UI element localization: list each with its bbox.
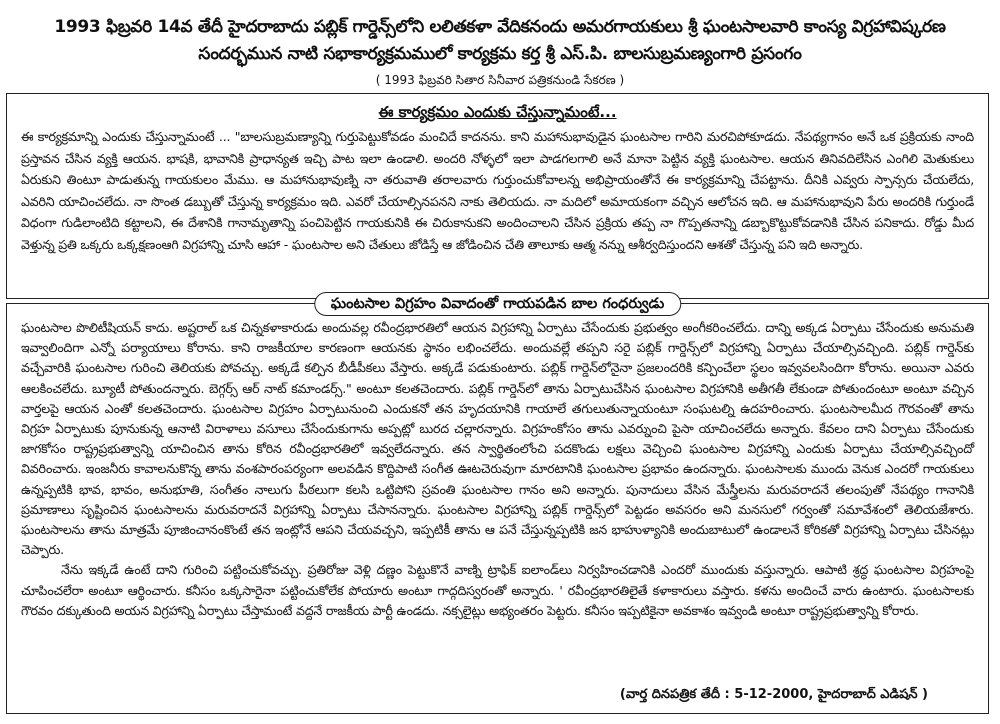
speech-heading: ఈ కార్యక్రమం ఎందుకు చేస్తున్నామంటే...: [378, 103, 617, 121]
header-source: ( 1993 ఫిబ్రవరి సితార సినీవార పత్రికనుండి సేకరణ ): [0, 70, 1000, 90]
speech-paragraph: ఈ కార్యక్రమాన్ని ఎందుకు చేస్తున్నామంటే ... "బాలసుబ్రమణ్యాన్ని గుర్తుపెట్టుకోవడం మంచిదే కాదనను. కాని మహానుభావుడైన ఘంటసాల గారిని మరచిపోకూడదు. నేపథ్యగానం అనే ఒక ప్రక్రియకు నాంది ప్రస్తావన చేసిన వ్యక్తి ఆయన. భాషకి, భావానికి ప్రాధాన్యత ఇచ్చి పాట ఇలా ఉండాలి. అందరి నోళ్ళలో ఇలా పాడగలగాలి అనే మానా పెట్టిన వ్యక్తి ఘంటసాల. ఆయన తినివదిలేసిన ఎంగిలి మెతుకులు ఏరుకుని తింటూ పాడుతున్న గాయకులం మేము. ఆ మహానుభావుణ్ని నా తరువాతి తరాలవారు గుర్తుంచుకోవాలన్న అభిప్రాయంతోనే ఈ కార్యక్రమాన్ని చేపట్టాను. దీనికి ఎవ్వరు స్పాన్సరు చేయలేదు, ఎవరిని యాచించలేదు. నా సొంత డబ్బుతో చేస్తున్న కార్యక్రమం ఇది. ఎవరో చేయాల్సినపనని నాకు తెలియదు. నా మదిలో అమాయకంగా వచ్చిన ఆలోచన ఇది. ఆ మహానుభావుని పేరు అందరికి గుర్తుండే విధంగా గుడిలాంటిది కట్టాలని, ఈ దేశానికి గానామృతాన్ని పంచిపెట్టిన గాయకునికి ఈ చిరుకానుకని అందించాలని చేసిన ప్రక్రియ తప్ప నా గొప్పతనాన్ని డబ్బాకొట్టుకోవడానికి చేసిన పనికాదు. రోడ్డు మీద వెళ్తున్న ప్రతి ఒక్కరు ఒక్కక్షణంఆగి విగ్రహాన్ని చూసి ఆహా - ఘంటసాల అని చేతులు జోడిస్తే ఆ జోడించిన చేతి తాలూకు ఆత్మ నన్ను ఆశీర్వదిస్తుందని ఆశతో చేస్తున్న పని ఇది అన్నారు.: [21, 129, 974, 252]
header-title-line2: సందర్భమున నాటి సభాకార్యక్రమములో కార్యక్రమ కర్త శ్రీ ఎస్.పి. బాలసుబ్రమణ్యంగారి ప్రసంగం: [198, 44, 802, 64]
article-header: [0, 14, 1000, 90]
news-source: ( వార్త దినపత్రిక తేదీ : 5-12-2000, హైదరాబాద్ ఎడిషన్ ): [620, 687, 928, 705]
speech-box: [6, 93, 989, 299]
news-paragraph-1: ఘంటసాల పొలిటీషియన్ కాదు. అష్టరాల్ ఒక చిన్నకళాకారుడు అందువల్ల రవీంద్రభారతిలో ఆయన విగ్రహాన్ని ఏర్పాటు చేసేందుకు ప్రభుత్వం అంగీకరించలేదు. దాన్ని అక్కడ ఏర్పాటు చేసేందుకు అనుమతి ఇవ్వాలిందిగా ఎన్నో పర్యాయాలు కోరాను. కాని రాజకీయాల కారణంగా ఆయనకు స్థానం లభించలేదు. అందువల్లే తప్పని సరై పబ్లిక్ గార్డెన్స్‌లో విగ్రహాన్ని ఏర్పాటు చేయాల్సివచ్చింది. పబ్లిక్ గార్డెన్‌కు వచ్చేవారికి ఘంటసాల గురించి తెలియకు పోవచ్చు. అక్కడే కల్పిన బీడీపీకలు వేస్తారు. అక్కడే పడుకుంటారు. పబ్లిక్ గార్డెన్‌లోనైనా ప్రజలందరికి కన్పించేలా స్థలం ఇవ్వవలసిందిగా కోరాను. అయినా ఎవరు ఆలకించలేదు. బ్యూటీ పోతుందన్నారు. బెగ్గర్స్ ఆర్ నాట్ కమాండర్స్." అంటూ కలతచెందారు. పబ్లిక్ గార్డెన్‌లో తాను ఏర్పాటుచేసిన ఘంటసాల విగ్రహానికి అతీగతీ లేకుండా పోతుందంటూ అంటూ వచ్చిన వార్తలపై ఆయన ఎంతో కలతచెందారు. ఘంటసాల విగ్రహం ఏర్పాటునుంచి ఎందుకనో తన హృదయానికి గాయాలే తగులుతున్నాయంటూ సంఘటల్ని ఉదహరించారు. ఘంటసాలమీద గౌరవంతో తాను విగ్రహ ఏర్పాటుకు పూనుకున్న ఆనాటి విరాళాలు వసూలు చేసేందుకుగాను అప్పట్లో బురద చల్లారన్నారు. విగ్రహంకోసం తాను ఎవర్నుంచి పైసా యాచించలేదు అన్నారు. కేవలం దాని ఏర్పాటు చేసేందుకు జాగకోసం రాష్ట్రప్రభుత్వాన్ని యాచించిన తాను కోరిన రవీంద్రభారతిలో ఇవ్వలేదన్నారు. తన స్వార్థితంలోంచి పదకొండు లక్షలు వెచ్చించి ఘంటసాల విగ్రహాన్ని ఎందుకు ఏర్పాటు చేయాల్సివచ్చిందో వివరించారు. ఇంజనీరు కావాలనుకొన్న తాను వంశపారంపర్యంగా అలవడిన కొద్దిపాటి సంగీత ఊటచెరువుగా మారటానికి ఘంటసాల ప్రభావం ఉందన్నారు. ఘంటసాలకు ముందు వెనుక ఎందరో గాయకులు ఉన్నప్పటికి భావ, భావం, అనుభూతి, సంగీతం నాలుగు పీఠలుగా కలసి ఒట్టిపోని స్రవంతి ఘంటసాల గానం అని అన్నారు. పునాదులు వేసిన మేస్త్రీలను మరువరాదనే తలంపుతో నేపథ్యం గానానికి ప్రమాణాలు సృష్టించిన ఘంటసాలను మరువరాదనే విగ్రహాన్ని ఏర్పాటు చేసానన్నారు. ఘంటసాల విగ్రహాన్ని పబ్లిక్ గార్డెన్స్‌లో పెట్టడం అవసరం అని మనసులో గర్వంతో సమావేశంలో తెలియజేశారు. ఘంటసాలను తాను మాత్రమే పూజించానంకొంటే తన ఇంట్లోనే ఆపని చేయవచ్చని, ఇప్పటికీ తాను ఆ పనే చేస్తున్నప్పటికి జన భాహుళ్యానికి అందుబాటులో ఉండాలనే కోరికతో విగ్రహాన్ని ఏర్పాటు చేసినట్లు చెప్పారు.: [21, 320, 974, 558]
header-title-line1: 1993 ఫిబ్రవరి 14వ తేదీ హైదరాబాదు పబ్లిక్ గార్డెన్స్‌లోని లలితకళా వేదికనందు అమరగాయకులు శ్రీ ఘంటసాలవారి కాంస్య విగ్రహావిష్కరణ: [54, 17, 946, 37]
news-paragraph-2: నేను ఇక్కడే ఉంటే దాని గురించి పట్టించుకోవచ్చు. ప్రతిరోజు వెళ్లి దణ్ణం పెట్టుకొనే వాణ్ని ట్రాఫిక్ ఐలాండ్‌లు నిర్వహించడానికి ఎందరో ముందుకు వస్తున్నారు. ఆపాటి శ్రద్ధ ఘంటసాల విగ్రహంపై చూపించలేరా అంటూ ఆర్థించారు. కనీసం ఒక్కసారైనా పట్టించుకోలేక పోయారు అంటూ గాద్గదిస్వరంతో అన్నారు. ' రవీంద్రభారతిలైతే కళాకారులు వస్తారు. కళను అందించే వారు ఉంటారు. ఘంటసాలకు గౌరవం దక్కుతుంది అయన విగ్రహాన్ని ఏర్పాటు చేస్తామంటే వద్దనే రాజకీయ పార్టీ ఉండదు. నక్సలైట్లు అభ్యంతరం పెట్టరు. కనీసం ఇప్పటికైనా అవకాశం ఇవ్వండి అంటూ రాష్ట్రప్రభుత్వాన్ని కోరారు.: [21, 562, 974, 618]
news-heading: ఘంటసాల విగ్రహం వివాదంతో గాయపడిన బాల గంధర్వుడు: [314, 292, 681, 316]
news-box: [6, 296, 989, 714]
